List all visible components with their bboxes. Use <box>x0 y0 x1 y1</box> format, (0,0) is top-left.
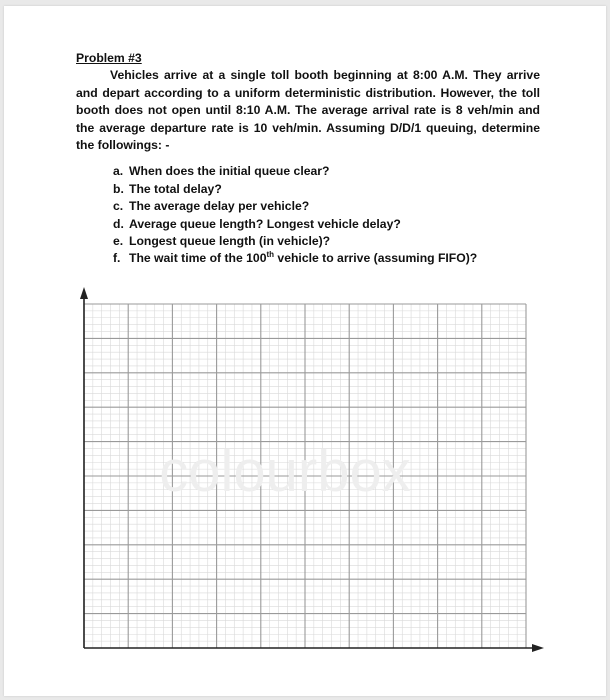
question-item-f: f. The wait time of the 100th vehicle to arrive (assuming FIFO)? <box>113 250 478 266</box>
x-axis-arrow <box>532 644 544 652</box>
question-item-b: b. The total delay? <box>113 181 222 196</box>
question-item-d: d. Average queue length? Longest vehicle delay? <box>113 216 401 231</box>
question-item-e: e. Longest queue length (in vehicle)? <box>113 234 331 248</box>
question-item-a: a. When does the initial queue clear? <box>113 164 330 179</box>
document-page <box>4 6 606 696</box>
watermark-text: colourbox <box>159 439 411 504</box>
problem-paragraph-text: Vehicles arrive at a single toll booth beginning at 8:00 A.M. They arrive and depart according to a uniform deterministic distribution. However, the toll booth does not open until 8:10 A.M. The average arrival rate is 8 veh/min and the average departure rate is 10 veh/min. Assuming D/D/1 queuing, determine the followings: - <box>76 68 540 153</box>
y-axis-arrow <box>80 287 88 299</box>
graph-paper <box>4 6 606 696</box>
problem-title: Problem #3 <box>76 51 142 65</box>
question-item-c: c. The average delay per vehicle? <box>113 199 310 214</box>
